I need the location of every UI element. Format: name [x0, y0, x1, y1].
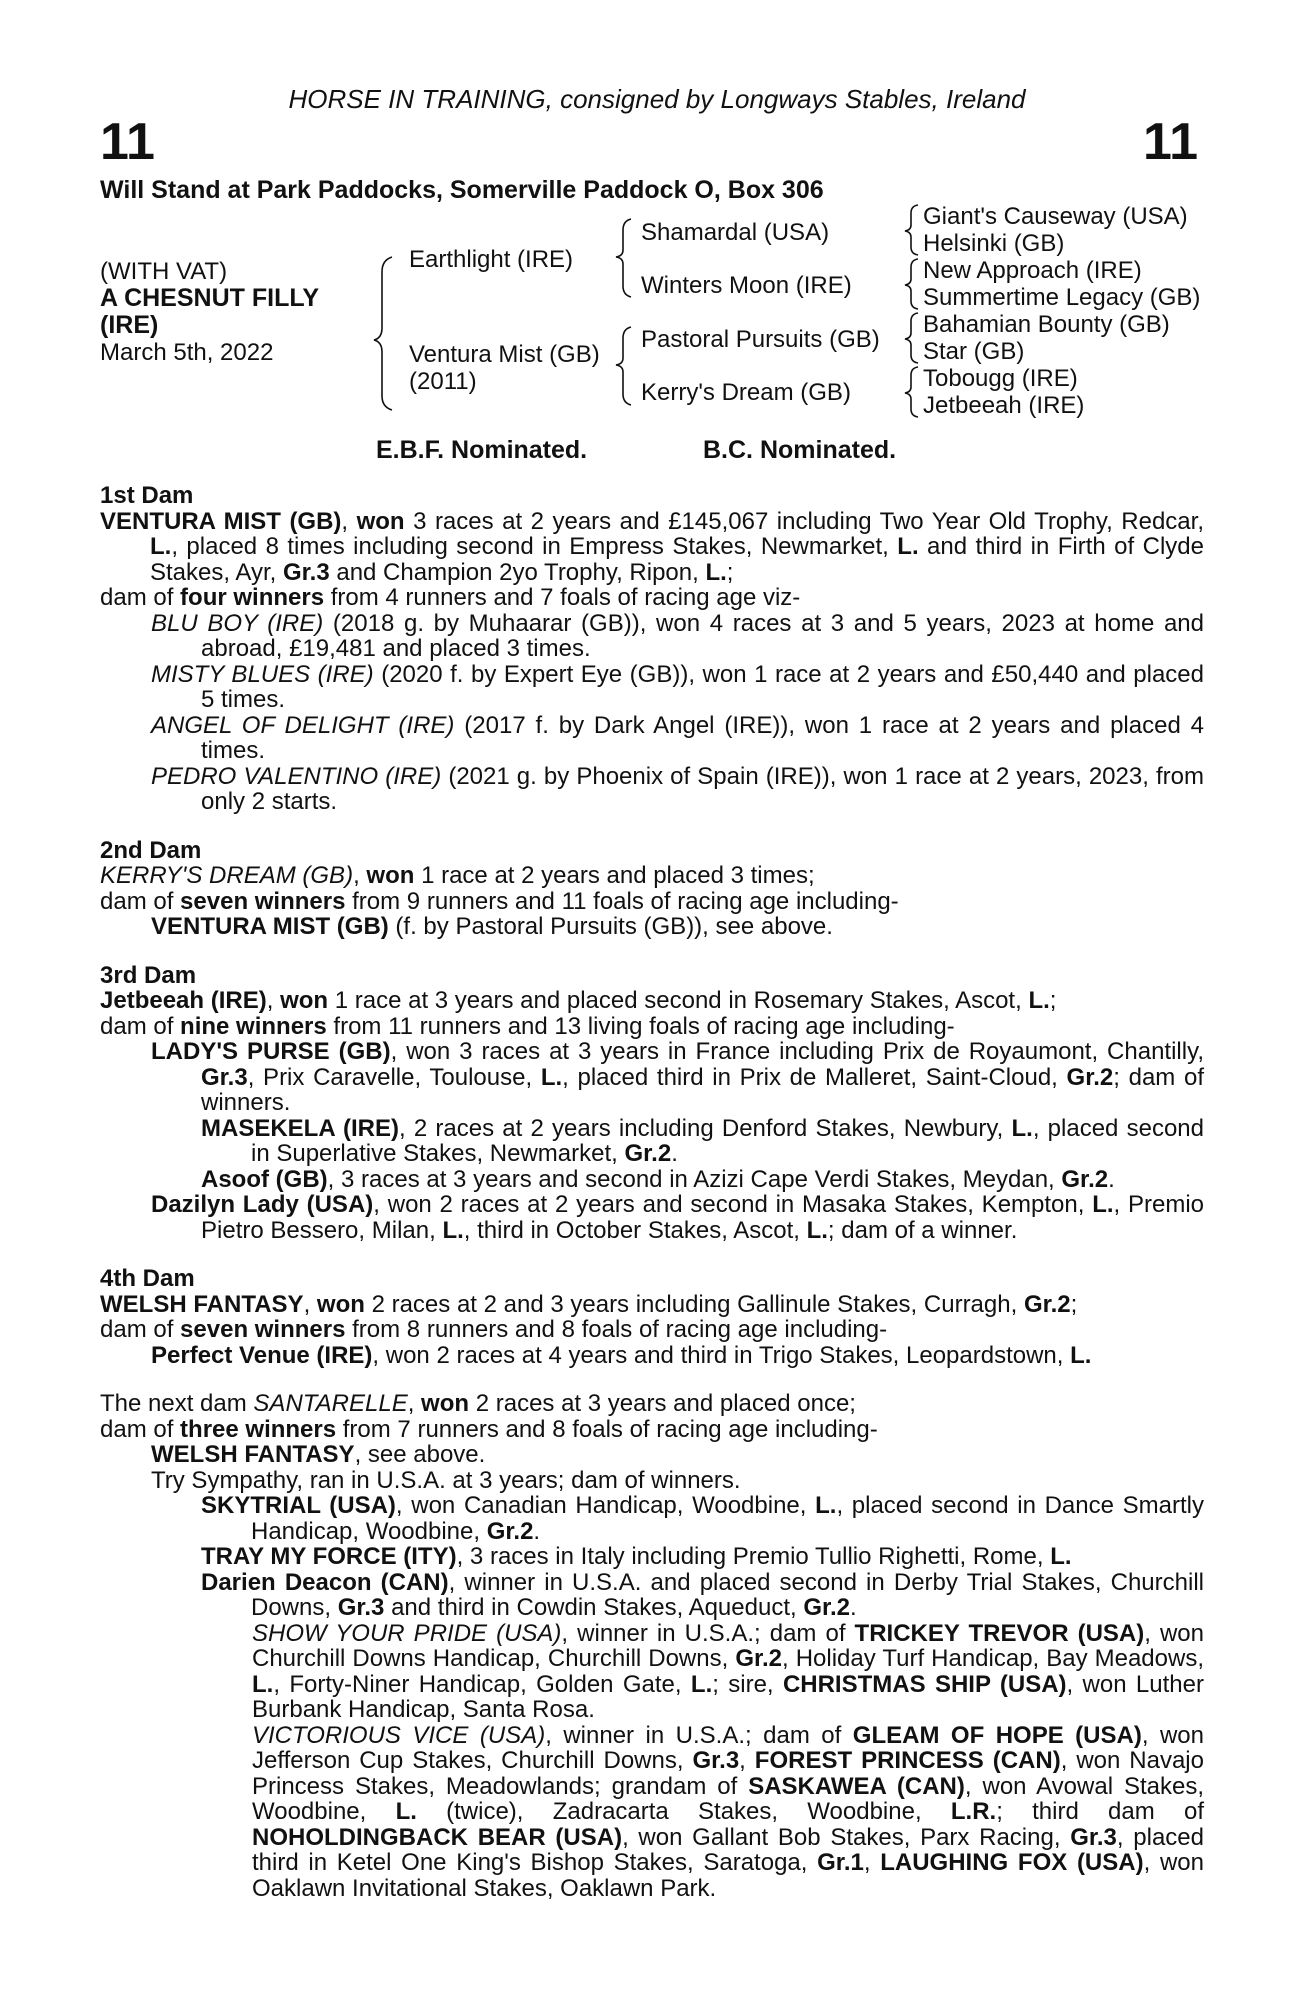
produce-entry [100, 611, 1204, 662]
text: ; [726, 558, 734, 586]
horse-name: VENTURA MIST (GB) [100, 507, 342, 535]
text: , [863, 1849, 881, 1876]
horse-name: NOHOLDINGBACK BEAR (USA) [252, 1823, 623, 1851]
text: , placed second in Superlative Stakes, Newmarket, [251, 1114, 1204, 1167]
race-grade: L. [815, 1492, 837, 1519]
text: , Prix Caravelle, Toulouse, [247, 1063, 541, 1091]
lot-number-right: 11 [1143, 113, 1198, 171]
spacer [100, 1368, 1204, 1391]
race-grade: Gr.3 [282, 558, 330, 586]
race-grade: L. [442, 1216, 464, 1244]
dam-sire-name: Pastoral Pursuits (GB) [641, 326, 880, 353]
consignor-subtitle: HORSE IN TRAINING, consigned by Longways Stables, Ireland [288, 84, 1026, 114]
text: ; third dam of [996, 1798, 1204, 1825]
dam4-summary [100, 1292, 1204, 1318]
text: , 2 races at 2 years including Denford Stakes, Newbury, [398, 1114, 1012, 1142]
race-grade: L. [690, 1670, 713, 1698]
ebf-nomination: E.B.F. Nominated. [376, 436, 588, 464]
text: from 9 runners and 11 foals of racing age including- [345, 887, 899, 915]
brace-g4 [905, 367, 918, 417]
text: from 11 runners and 13 living foals of racing age including- [326, 1012, 955, 1040]
horse-name: SKYTRIAL (USA) [201, 1492, 396, 1519]
race-grade: L.R. [950, 1798, 997, 1825]
text: seven winners [180, 1316, 346, 1343]
text: , won Avowal Stakes, Woodbine, [252, 1772, 1205, 1825]
dam2-produce-summary [100, 889, 1204, 915]
next-dam-produce-summary [100, 1417, 1204, 1443]
text: , 3 races in Italy including Premio Tullio Righetti, Rome, [456, 1543, 1051, 1570]
horse-name: MISTY BLUES (IRE) [151, 660, 374, 688]
horse-name: ANGEL OF DELIGHT (IRE) [151, 711, 455, 739]
text: , [266, 987, 281, 1014]
horse-name: TRAY MY FORCE (ITY) [201, 1543, 457, 1570]
horse-name: VENTURA MIST (GB) [151, 913, 389, 940]
dam-name-line2: (2011) [409, 368, 477, 395]
text: won [280, 987, 329, 1014]
horse-name: SASKAWEA (CAN) [748, 1772, 965, 1800]
produce-entry [100, 1723, 1204, 1902]
horse-name: VICTORIOUS VICE (USA) [252, 1721, 546, 1749]
horse-name: Dazilyn Lady (USA) [151, 1191, 374, 1218]
produce-entry [100, 1167, 1204, 1193]
text: 2 races at 3 years and placed once; [469, 1390, 856, 1417]
race-grade: L. [1028, 987, 1050, 1014]
horse-name: FOREST PRINCESS (CAN) [754, 1747, 1061, 1774]
race-grade: Gr.1 [817, 1849, 864, 1876]
produce-entry [100, 662, 1204, 713]
horse-name: Darien Deacon (CAN) [201, 1568, 449, 1596]
text: (2020 f. by Expert Eye (GB)), won 1 race at 2 years and £50,440 and placed 5 times. [201, 660, 1205, 713]
text: from 7 runners and 8 foals of racing age including- [336, 1415, 878, 1443]
text: , won Navajo Princess Stakes, Meadowlands; grandam of [252, 1747, 1204, 1800]
text: ; dam of a winner. [827, 1216, 1018, 1244]
grandparent-3: New Approach (IRE) [923, 257, 1142, 284]
section-heading-2nd-dam: 2nd Dam [100, 836, 202, 864]
race-grade: L. [395, 1798, 417, 1825]
horse-name: SHOW YOUR PRIDE (USA) [252, 1619, 562, 1647]
text: 3 races at 2 years and £145,067 including Two Year Old Trophy, Redcar, [404, 507, 1204, 535]
dam-name-line1: Ventura Mist (GB) [409, 341, 600, 368]
dam1-produce-summary [100, 585, 1204, 611]
text: , placed 8 times including second in Empress Stakes, Newmarket, [171, 533, 898, 560]
produce-entry [100, 1116, 1204, 1167]
dam1-summary [100, 509, 1204, 586]
race-grade: L. [806, 1216, 828, 1244]
text: , 3 races at 3 years and second in Azizi Cape Verdi Stakes, Meydan, [327, 1165, 1062, 1193]
produce-entry [100, 1570, 1204, 1621]
dam2-summary [100, 863, 1204, 889]
text: ; sire, [712, 1670, 783, 1698]
race-grade: Gr.2 [486, 1517, 534, 1545]
produce-entry [100, 1192, 1204, 1243]
text: , Premio Pietro Bessero, Milan, [201, 1191, 1205, 1244]
text: The next dam [100, 1390, 254, 1417]
text: won [316, 1290, 365, 1318]
race-grade: Gr.2 [624, 1140, 672, 1167]
text: , won 3 races at 3 years in France including Prix de Royaumont, Chantilly, [390, 1038, 1204, 1065]
section-heading-1st-dam: 1st Dam [100, 482, 194, 509]
text: . [533, 1517, 541, 1545]
text: and third in Firth of Clyde Stakes, Ayr, [150, 533, 1204, 586]
text: and third in Cowdin Stakes, Aqueduct, [384, 1594, 804, 1621]
horse-name: Asoof (GB) [201, 1165, 328, 1193]
produce-entry [100, 1343, 1204, 1369]
text: , won Canadian Handicap, Woodbine, [395, 1492, 816, 1519]
text: , [739, 1747, 755, 1774]
race-grade: L. [1050, 1543, 1072, 1570]
text: dam of [100, 887, 181, 915]
text: from 8 runners and 8 foals of racing age including- [345, 1316, 888, 1343]
race-grade: L. [150, 533, 172, 560]
brace-g1 [905, 205, 918, 255]
text: , placed second in Dance Smartly Handicap, Woodbine, [251, 1492, 1204, 1545]
race-grade: L. [1070, 1341, 1092, 1369]
horse-name: Perfect Venue (IRE) [151, 1341, 373, 1369]
text: ; [1070, 1290, 1078, 1318]
produce-entry [100, 1621, 1204, 1723]
race-grade: L. [705, 558, 727, 586]
text: , winner in U.S.A.; dam of [561, 1619, 855, 1647]
produce-entry [100, 1493, 1204, 1544]
text: , third in October Stakes, Ascot, [463, 1216, 807, 1244]
dam4-produce-summary [100, 1317, 1204, 1343]
section-heading-4th-dam: 4th Dam [100, 1265, 195, 1292]
race-grade: Gr.2 [1061, 1165, 1109, 1193]
text: , [407, 1390, 422, 1417]
horse-name: MASEKELA (IRE) [201, 1114, 399, 1142]
text: (2017 f. by Dark Angel (IRE)), won 1 race at 2 years and placed 4 times. [201, 711, 1204, 764]
race-grade: Gr.2 [1066, 1063, 1114, 1091]
text: , Forty-Niner Handicap, Golden Gate, [273, 1670, 691, 1698]
text: , won Luther Burbank Handicap, Santa Rosa. [252, 1670, 1204, 1723]
text: , Holiday Turf Handicap, Bay Meadows, [782, 1645, 1204, 1672]
produce-entry [100, 713, 1204, 764]
dam-dam-name: Kerry's Dream (GB) [641, 379, 851, 406]
horse-name: TRICKEY TREVOR (USA) [854, 1619, 1145, 1647]
text: , won Churchill Downs Handicap, Churchill Downs, [252, 1619, 1204, 1672]
text: dam of [100, 1012, 181, 1040]
text: , won Gallant Bob Stakes, Parx Racing, [622, 1823, 1071, 1851]
race-grade: L. [540, 1063, 563, 1091]
race-grade: Gr.2 [803, 1594, 851, 1621]
sire-name: Earthlight (IRE) [409, 246, 574, 273]
horse-name: SANTARELLE [253, 1390, 408, 1417]
grandparent-1: Giant's Causeway (USA) [923, 203, 1188, 230]
text: 1 race at 2 years and placed 3 times; [414, 862, 815, 889]
brace-dam [616, 327, 631, 405]
text: won [421, 1390, 470, 1417]
horse-name: LADY'S PURSE (GB) [151, 1038, 391, 1065]
bc-nomination: B.C. Nominated. [703, 436, 897, 464]
text: nine winners [180, 1012, 327, 1040]
brace-g3 [905, 313, 918, 363]
produce-entry [100, 1039, 1204, 1116]
grandparent-8: Jetbeeah (IRE) [923, 392, 1085, 419]
text: (2018 g. by Muhaarar (GB)), won 4 races at 3 and 5 years, 2023 at home and abroad, £19,481 and placed 3 times. [201, 609, 1205, 662]
text: from 4 runners and 7 foals of racing age viz- [324, 584, 801, 611]
text: 2 races at 2 and 3 years including Gallinule Stakes, Curragh, [364, 1290, 1024, 1318]
dam3-produce-summary [100, 1014, 1204, 1040]
text: dam of [100, 584, 181, 611]
race-grade: L. [1011, 1114, 1033, 1142]
horse-name: BLU BOY (IRE) [151, 609, 324, 637]
horse-name: CHRISTMAS SHIP (USA) [782, 1670, 1067, 1698]
horse-name: Jetbeeah (IRE) [100, 987, 267, 1014]
text: , winner in U.S.A. and placed second in Derby Trial Stakes, Churchill Downs, [251, 1568, 1204, 1621]
text: seven winners [180, 887, 346, 915]
sire-dam-name: Winters Moon (IRE) [641, 272, 852, 299]
race-grade: Gr.3 [1070, 1823, 1117, 1851]
text: ; dam of winners. [201, 1063, 1204, 1116]
grandparent-4: Summertime Legacy (GB) [923, 284, 1201, 311]
text: , won 2 races at 4 years and third in Trigo Stakes, Leopardstown, [372, 1341, 1071, 1369]
dam3-summary [100, 988, 1204, 1014]
grandparent-5: Bahamian Bounty (GB) [923, 311, 1170, 338]
race-grade: Gr.2 [735, 1645, 783, 1672]
grandparent-6: Star (GB) [923, 338, 1025, 365]
text: three winners [180, 1415, 337, 1443]
produce-entry [100, 914, 1204, 940]
brace-sire [616, 219, 631, 297]
lot-number-left: 11 [100, 113, 155, 171]
text: dam of [100, 1316, 181, 1343]
text: , [303, 1290, 317, 1318]
race-grade: L. [1092, 1191, 1114, 1218]
text: , winner in U.S.A.; dam of [545, 1721, 853, 1749]
grandparent-2: Helsinki (GB) [923, 230, 1065, 257]
race-grade: Gr.3 [337, 1594, 385, 1621]
produce-entry [100, 1442, 1204, 1468]
race-grade: Gr.3 [201, 1063, 248, 1091]
horse-name: LAUGHING FOX (USA) [880, 1849, 1144, 1876]
produce-entry [100, 764, 1204, 815]
text: four winners [180, 584, 325, 611]
next-dam-summary [100, 1391, 1204, 1417]
text: (2021 g. by Phoenix of Spain (IRE)), won 1 race at 2 years, 2023, from only 2 starts. [201, 762, 1204, 815]
grandparent-7: Tobougg (IRE) [923, 365, 1078, 392]
text: and Champion 2yo Trophy, Ripon, [329, 558, 706, 586]
brace-g2 [905, 259, 918, 309]
produce-entry [100, 1544, 1204, 1570]
horse-name: PEDRO VALENTINO (IRE) [151, 762, 442, 790]
text: , [353, 862, 367, 889]
text: , placed third in Ketel One King's Bishop Stakes, Saratoga, [252, 1823, 1205, 1876]
subject-name-line2: (IRE) [100, 311, 159, 339]
race-grade: Gr.2 [1023, 1290, 1071, 1318]
text: , won Oaklawn Invitational Stakes, Oaklawn Park. [252, 1849, 1205, 1902]
foaling-date: March 5th, 2022 [100, 339, 274, 366]
text: (twice), Zadracarta Stakes, Woodbine, [416, 1798, 951, 1825]
horse-name: KERRY'S DREAM (GB) [100, 862, 354, 889]
text: . [850, 1594, 857, 1621]
horse-name: WELSH FANTASY [151, 1441, 355, 1468]
text: , see above. [354, 1441, 486, 1468]
sire-sire-name: Shamardal (USA) [641, 219, 830, 246]
horse-name: GLEAM OF HOPE (USA) [852, 1721, 1142, 1749]
race-grade: L. [897, 533, 919, 560]
horse-name: WELSH FANTASY [100, 1290, 304, 1318]
text: , placed third in Prix de Malleret, Saint-Cloud, [562, 1063, 1067, 1091]
section-heading-3rd-dam: 3rd Dam [100, 961, 197, 989]
text: (f. by Pastoral Pursuits (GB)), see above. [388, 913, 833, 940]
text: won [366, 862, 415, 889]
race-grade: L. [252, 1670, 274, 1698]
race-grade: Gr.3 [692, 1747, 740, 1774]
text: . [671, 1140, 678, 1167]
vat-note: (WITH VAT) [100, 258, 228, 285]
dam-details [100, 483, 1204, 1901]
text: won [356, 507, 405, 535]
text: , won Jefferson Cup Stakes, Churchill Downs, [252, 1721, 1205, 1774]
brace-main [374, 257, 392, 410]
text: Try Sympathy, ran in U.S.A. at 3 years; dam of winners. [151, 1466, 741, 1494]
stand-location: Will Stand at Park Paddocks, Somerville Paddock O, Box 306 [100, 176, 824, 204]
text: . [1108, 1165, 1115, 1193]
text: dam of [100, 1415, 181, 1443]
subject-name-line1: A CHESNUT FILLY [100, 284, 319, 312]
text: 1 race at 3 years and placed second in Rosemary Stakes, Ascot, [328, 987, 1029, 1014]
produce-entry [100, 1468, 1204, 1494]
text: , [341, 507, 357, 535]
text: ; [1049, 987, 1057, 1014]
text: , won 2 races at 2 years and second in Masaka Stakes, Kempton, [373, 1191, 1093, 1218]
